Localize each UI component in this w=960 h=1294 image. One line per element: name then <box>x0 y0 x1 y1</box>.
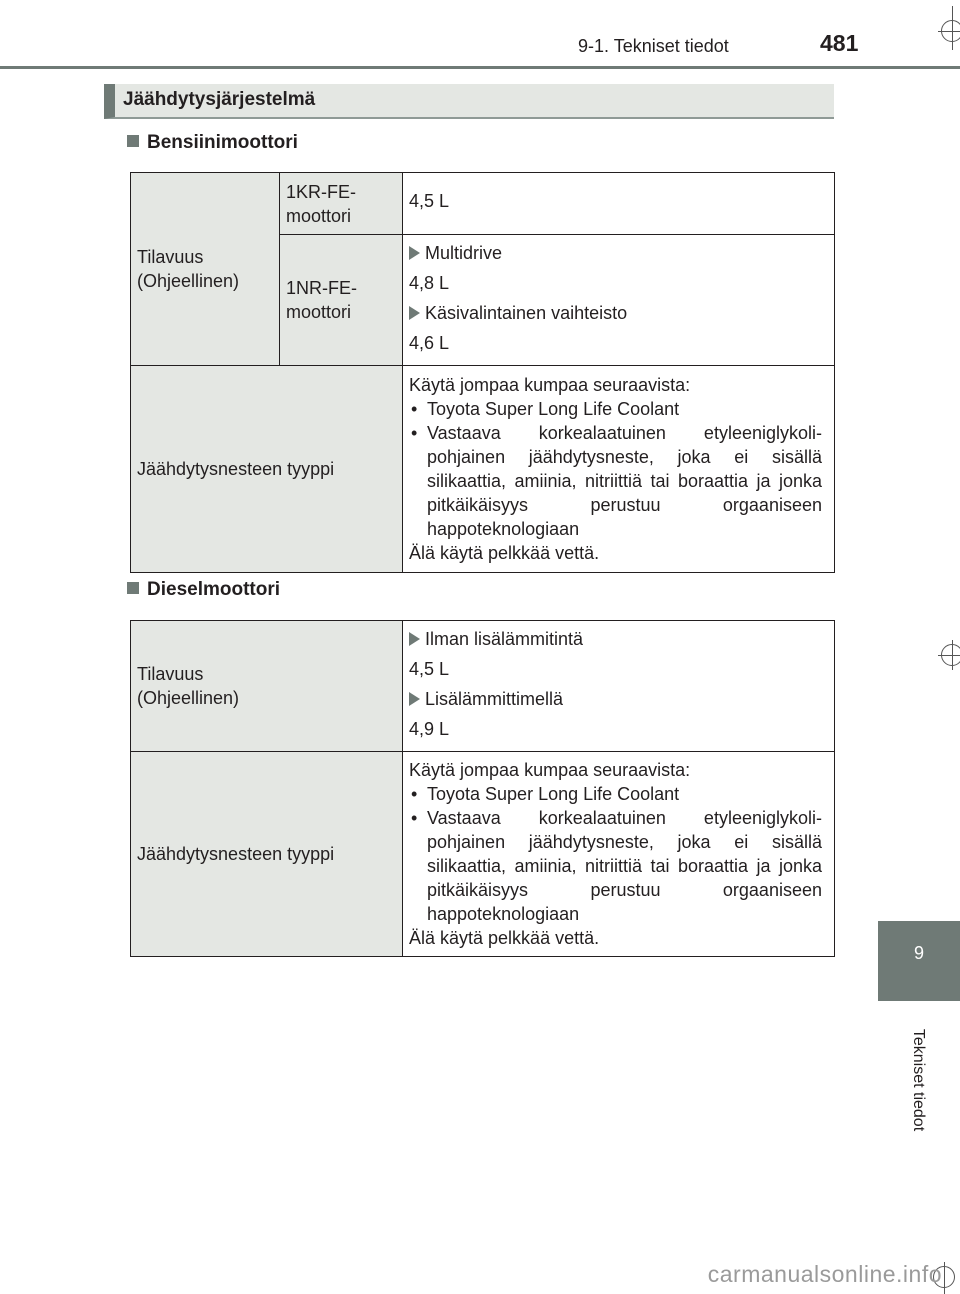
triangle-right-icon <box>409 632 420 646</box>
triangle-right-icon <box>409 692 420 706</box>
table-row <box>131 173 835 235</box>
table-row <box>131 366 835 573</box>
engine-value-1kr: 4,5 L <box>409 190 450 211</box>
chapter-side-label: Tekniset tiedot <box>910 1028 927 1132</box>
variant-line <box>409 241 822 265</box>
coolant-type-cell <box>403 366 835 573</box>
crop-circle-top-right <box>941 20 960 42</box>
subheading-petrol <box>127 132 298 154</box>
variant-line <box>409 687 822 711</box>
capacity-label: Tilavuus (Ohjeellinen) <box>137 664 240 708</box>
variant-line <box>409 627 822 651</box>
diesel-coolant-table <box>130 620 835 957</box>
section-title: Jäähdytysjärjestelmä <box>123 89 316 110</box>
coolant-warning: Älä käytä pelkkää vettä. <box>409 543 600 563</box>
variant-label: Käsivalintainen vaihteisto <box>425 303 628 323</box>
variant-label: Multidrive <box>425 243 503 263</box>
chapter-number: 9 <box>913 943 924 963</box>
engine-value-cell <box>403 173 835 235</box>
variant-label: Ilman lisälämmitintä <box>425 629 584 649</box>
variant-value: 4,5 L <box>409 659 450 679</box>
variant-value: 4,6 L <box>409 333 450 353</box>
list-item: • Toyota Super Long Life Coolant <box>409 782 822 806</box>
watermark: carmanualsonline.info <box>707 1261 942 1287</box>
engine-name-1kr: 1KR-FE-moottori <box>286 181 357 226</box>
engine-variants-cell <box>403 235 835 366</box>
coolant-label: Jäähdytysnesteen tyyppi <box>137 844 335 864</box>
triangle-right-icon <box>409 246 420 260</box>
engine-name-1nr: 1NR-FE-moottori <box>286 278 357 322</box>
coolant-options-list <box>409 782 822 926</box>
square-bullet-icon <box>127 135 139 147</box>
capacity-label: Tilavuus (Ohjeellinen) <box>137 247 240 291</box>
petrol-coolant-table <box>130 172 835 573</box>
crop-circle-mid-right <box>941 644 960 666</box>
square-bullet-icon <box>127 582 139 594</box>
coolant-intro: Käytä jompaa kumpaa seuraavista: <box>409 760 691 780</box>
engine-name-cell <box>280 235 403 366</box>
coolant-intro: Käytä jompaa kumpaa seuraavista: <box>409 375 691 395</box>
subheading-diesel-text: Dieselmoottori <box>147 579 281 600</box>
capacity-label-cell <box>131 173 280 366</box>
chapter-tab[interactable] <box>878 921 960 1001</box>
list-item: • Vastaava korkealaatuinen etyleeniglykoli-pohjainen jäähdytysneste, joka ei sisällä silikaattia, amiinia, nitriittiä tai boraattia ja jonka pitkäikäisyys perustuu orgaaniseen happoteknologiaan <box>409 421 822 541</box>
variant-value: 4,9 L <box>409 719 450 739</box>
subheading-petrol-text: Bensiinimoottori <box>147 132 298 153</box>
coolant-label: Jäähdytysnesteen tyyppi <box>137 459 335 479</box>
diesel-variants-cell <box>403 621 835 752</box>
coolant-options-list <box>409 397 822 541</box>
table-row <box>131 752 835 957</box>
variant-value: 4,8 L <box>409 273 450 293</box>
running-header-section: 9-1. Tekniset tiedot <box>578 36 729 56</box>
list-item: • Toyota Super Long Life Coolant <box>409 397 822 421</box>
triangle-right-icon <box>409 306 420 320</box>
coolant-type-cell <box>403 752 835 957</box>
header-rule <box>0 66 960 69</box>
variant-line <box>409 301 822 325</box>
table-row <box>131 621 835 752</box>
variant-label: Lisälämmittimellä <box>425 689 564 709</box>
coolant-warning: Älä käytä pelkkää vettä. <box>409 928 600 948</box>
engine-name-cell <box>280 173 403 235</box>
coolant-label-cell <box>131 366 403 573</box>
coolant-label-cell <box>131 752 403 957</box>
section-title-bar <box>104 84 834 119</box>
subheading-diesel <box>127 579 280 601</box>
capacity-label-cell <box>131 621 403 752</box>
list-item: • Vastaava korkealaatuinen etyleeniglykoli-pohjainen jäähdytysneste, joka ei sisällä silikaattia, amiinia, nitriittiä tai boraattia ja jonka pitkäikäisyys perustuu orgaaniseen happoteknologiaan <box>409 806 822 926</box>
page-number: 481 <box>820 30 859 56</box>
